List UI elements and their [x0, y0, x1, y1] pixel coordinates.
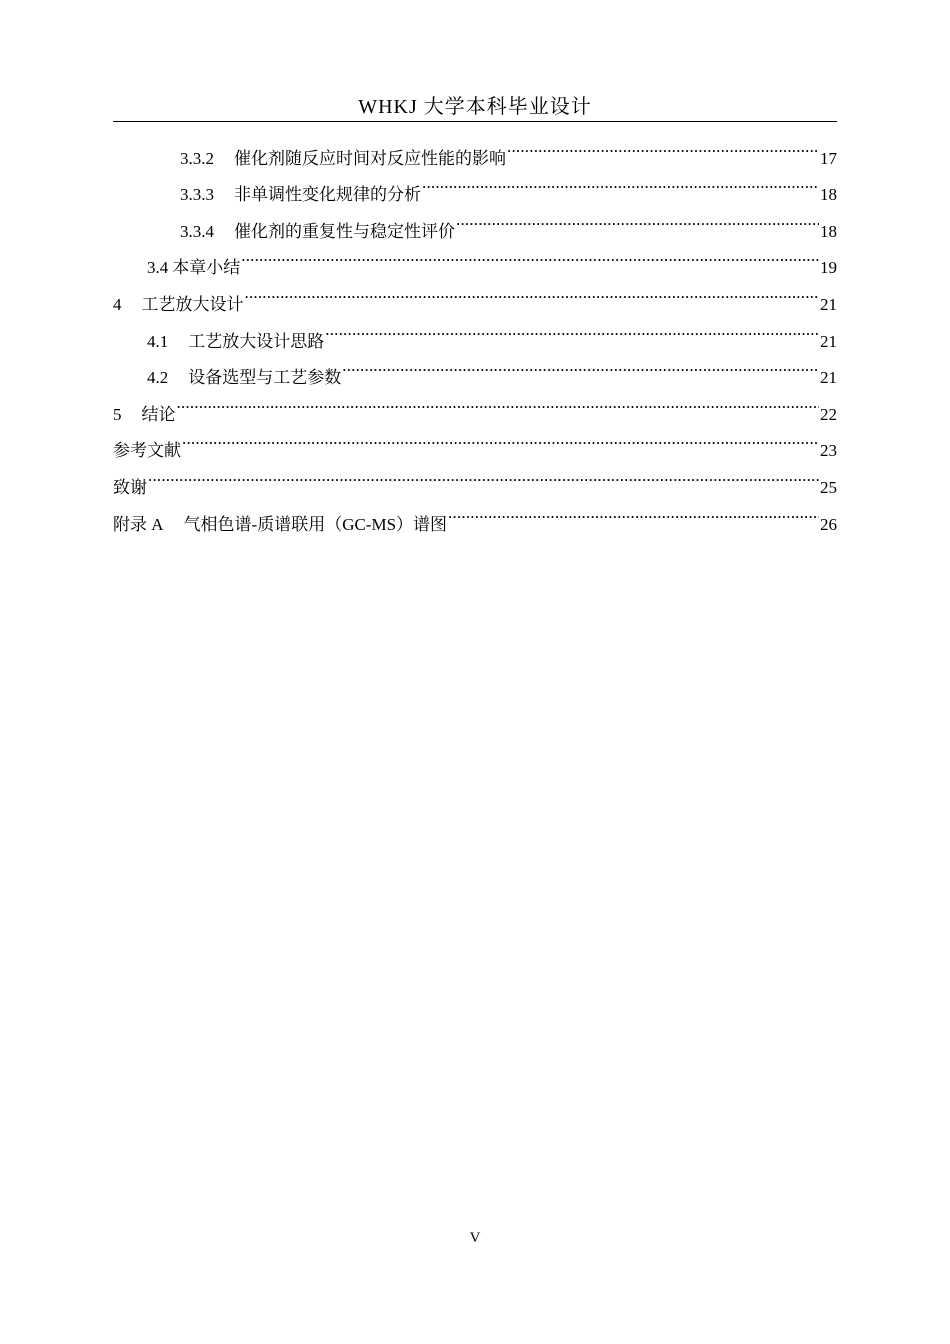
toc-title: 催化剂随反应时间对反应性能的影响	[234, 148, 506, 168]
toc-dot-leader	[245, 273, 820, 310]
toc-title: 非单调性变化规律的分析	[234, 185, 421, 205]
toc-number: 5	[113, 404, 122, 424]
toc-entry-appendix-a[interactable]	[113, 493, 837, 534]
toc-title: 催化剂的重复性与稳定性评价	[234, 221, 455, 241]
toc-entry-references[interactable]	[113, 420, 837, 461]
toc-title: 设备选型与工艺参数	[188, 368, 342, 388]
toc-number: 4.2	[147, 368, 169, 388]
toc-page-number: 18	[820, 185, 837, 205]
toc-page-number: 21	[820, 331, 837, 351]
toc-number: 3.4	[147, 258, 169, 278]
toc-dot-leader	[342, 347, 819, 384]
page-header-title: WHKJ 大学本科毕业设计	[358, 96, 592, 118]
toc-dot-leader	[182, 420, 819, 457]
toc-entry-3-4[interactable]	[113, 237, 837, 278]
toc-title: 结论	[141, 404, 176, 424]
toc-dot-leader	[325, 310, 819, 347]
toc-page-number: 23	[820, 441, 837, 461]
toc-page-number: 21	[820, 294, 837, 314]
toc-number: 4.1	[147, 331, 169, 351]
toc-page-number: 26	[820, 514, 837, 534]
table-of-contents	[113, 127, 837, 534]
toc-number: 3.3.4	[180, 221, 214, 241]
toc-entry-acknowledgements[interactable]	[113, 456, 837, 497]
toc-dot-leader	[241, 237, 819, 274]
toc-entry-3-3-2[interactable]	[113, 127, 837, 168]
toc-title: 本章小结	[172, 258, 241, 278]
toc-number: 3.3.2	[180, 148, 214, 168]
toc-dot-leader	[148, 456, 819, 493]
toc-entry-5[interactable]	[113, 383, 837, 424]
toc-page-number: 18	[820, 221, 837, 241]
toc-dot-leader	[507, 127, 819, 164]
toc-title: 工艺放大设计	[141, 294, 244, 314]
toc-number: 附录 A	[113, 514, 164, 534]
toc-number: 4	[113, 294, 122, 314]
toc-page-number: 22	[820, 404, 837, 424]
toc-dot-leader	[177, 383, 820, 420]
toc-title: 气相色谱-质谱联用（GC-MS）谱图	[183, 514, 448, 534]
toc-title: 致谢	[113, 477, 147, 497]
toc-entry-3-3-4[interactable]	[113, 200, 837, 241]
toc-dot-leader	[422, 164, 819, 201]
toc-number: 3.3.3	[180, 185, 214, 205]
toc-title: 参考文献	[113, 441, 181, 461]
toc-page-number: 19	[820, 258, 837, 278]
toc-page-number: 25	[820, 477, 837, 497]
header-rule	[113, 121, 837, 122]
toc-title: 工艺放大设计思路	[188, 331, 325, 351]
toc-entry-3-3-3[interactable]	[113, 164, 837, 205]
page-footer-number: V	[469, 1230, 481, 1246]
toc-page-number: 21	[820, 368, 837, 388]
toc-page-number: 17	[820, 148, 837, 168]
toc-dot-leader	[448, 493, 819, 530]
toc-dot-leader	[456, 200, 819, 237]
